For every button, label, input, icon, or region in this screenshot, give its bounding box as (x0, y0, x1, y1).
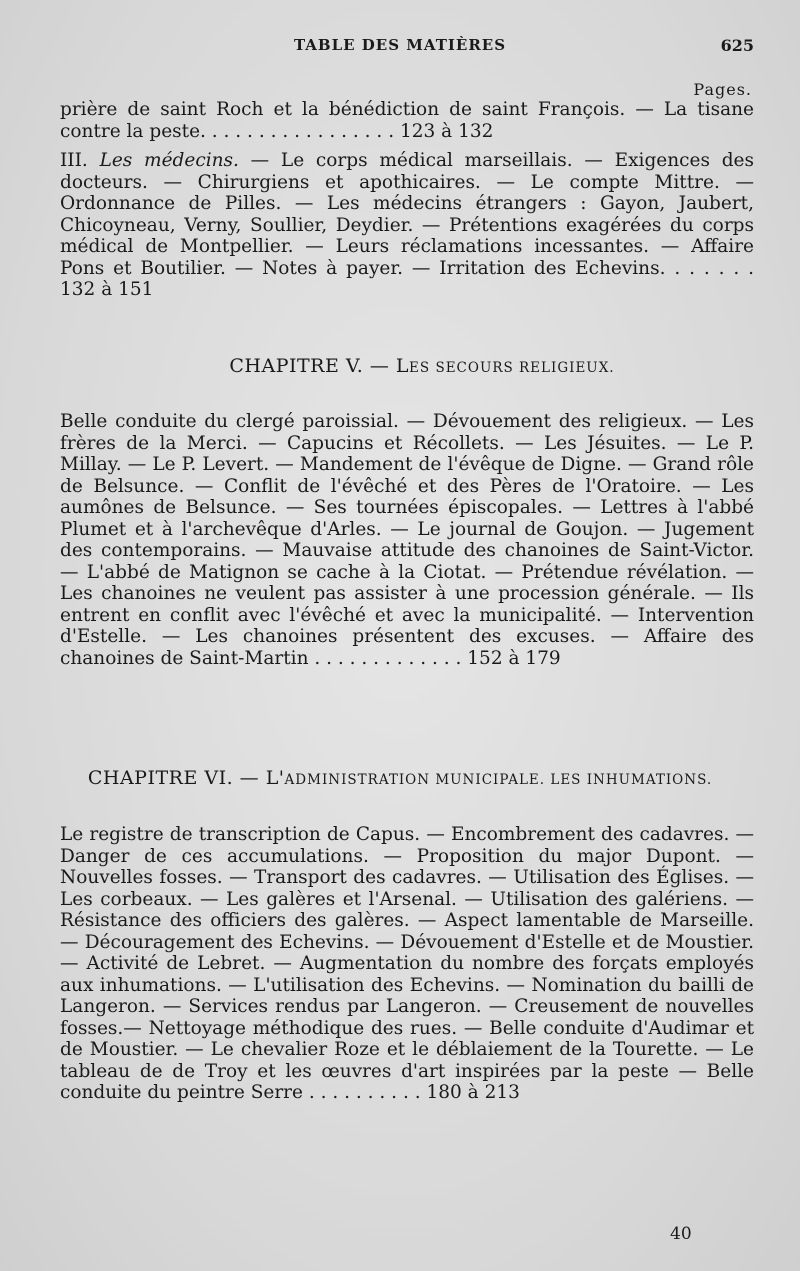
signature-mark: 40 (670, 1224, 692, 1244)
chapter-summary-text: Le registre de transcription de Capus. — Encombrement des cadavres. — Danger de ces accumulations. — Proposition du major Dupont. — Nouvelles fosses. — Transport des cadavres. — Utilisation des Églises. — Les corbeaux. — Les galères et l'Arsenal. — Utilisation des galériens. — Résistance des officiers des galères. — Aspect lamentable de Marseille. — Découragement des Echevins. — Dévouement d'Estelle et de Moustier. — Activité de Lebret. — Augmentation du nombre des forçats employés aux inhumations. — L'utilisation des Echevins. — Nomination du bailli de Langeron. — Services rendus par Langeron. — Creusement de nouvelles fosses.— Nettoyage méthodique des rues. — Belle conduite d'Audimar et de Moustier. — Le chevalier Roze et le déblaiement de la Tourette. — Le tableau de de Troy et les œuvres d'art inspirées par la peste — Belle conduite du peintre Serre . . . . . . . . . . (60, 824, 754, 1103)
chapter-summary (60, 411, 754, 669)
toc-section-title: Les médecins. (99, 150, 239, 171)
page-number: 625 (720, 36, 754, 55)
toc-entry (60, 150, 754, 301)
pages-column-label: Pages. (693, 80, 752, 99)
toc-page-range: 123 à 132 (399, 120, 494, 142)
toc-section-numeral: III. (60, 150, 88, 171)
chapter-heading-prefix: CHAPITRE VI. — L' (87, 767, 285, 789)
toc-page-range: 180 à 213 (426, 1082, 520, 1103)
toc-entry-text: — Le corps médical marseillais. — Exigences des docteurs. — Chirurgiens et apothicaires. — Le compte Mittre. — Ordonnance de Pilles. — Les médecins étrangers : Gayon, Jaubert, Chicoyneau, Verny, Soullier, Deydier. — Prétentions exagérées du corps médical de Montpellier. — Leurs réclamations incessantes. — Affaire Pons et Boutilier. — Notes à payer. — Irritation des Echevins. . . . . . . (60, 150, 755, 279)
running-header (0, 36, 800, 60)
chapter-heading (0, 767, 800, 789)
chapter-heading-title: ES SECOURS RELIGIEUX. (409, 360, 615, 376)
chapter-heading (22, 355, 800, 377)
toc-entry (60, 99, 754, 142)
chapter-heading-prefix: CHAPITRE V. — L (229, 355, 410, 377)
toc-page-range: 152 à 179 (467, 647, 561, 669)
header-title: TABLE DES MATIÈRES (293, 36, 507, 54)
toc-entry-text: prière de saint Roch et la bénédiction de saint François. — La tisane contre la peste. . . . . . . . . . . . . . . . . (60, 99, 754, 142)
chapter-summary (60, 824, 754, 1104)
chapter-heading-title: ADMINISTRATION MUNICIPALE. LES INHUMATIONS. (284, 772, 713, 788)
chapter-summary-text: Belle conduite du clergé paroissial. — Dévouement des religieux. — Les frères de la Merci. — Capucins et Récollets. — Les Jésuites. — Le P. Millay. — Le P. Levert. — Mandement de l'évêque de Digne. — Grand rôle de Belsunce. — Conflit de l'évêché et des Pères de l'Oratoire. — Les aumônes de Belsunce. — Ses tournées épiscopales. — Lettres à l'abbé Plumet et à l'archevêque d'Arles. — Le journal de Goujon. — Jugement des contemporains. — Mauvaise attitude des chanoines de Saint-Victor. — L'abbé de Matignon se cache à la Ciotat. — Prétendue révélation. — Les chanoines ne veulent pas assister à une procession générale. — Ils entrent en conflit avec l'évêché et avec la municipalité. — Intervention d'Estelle. — Les chanoines présentent des excuses. — Affaire des chanoines de Saint-Martin . . . . . . . . . . . . . (60, 411, 754, 669)
toc-page-range: 132 à 151 (60, 279, 154, 300)
